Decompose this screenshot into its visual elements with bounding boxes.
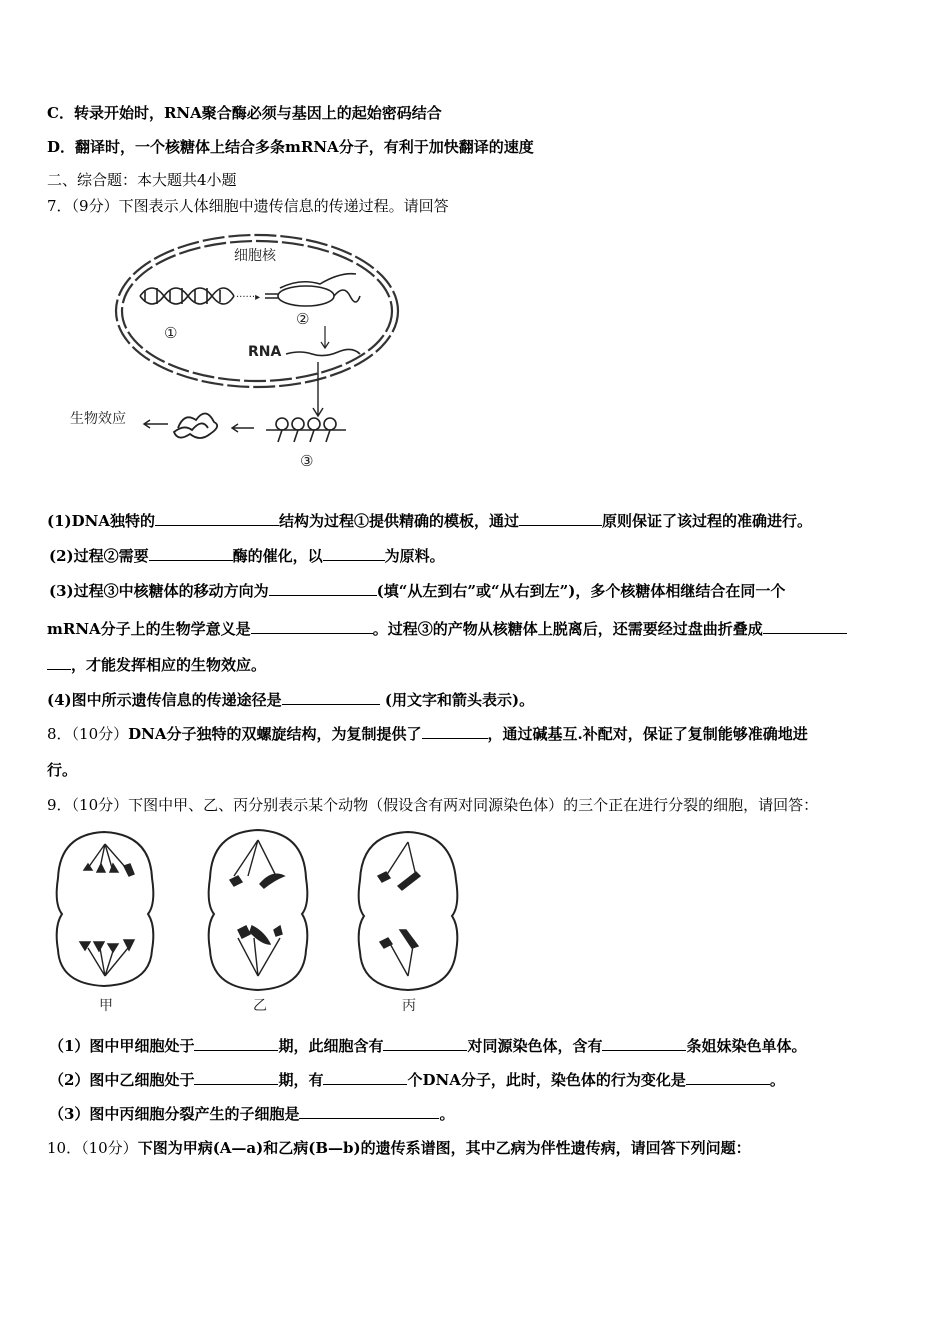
marker-1: ① — [164, 324, 178, 342]
section-heading: 二、综合题：本大题共4小题 — [47, 171, 237, 189]
answer-blank[interactable] — [422, 724, 488, 739]
q7-part2-text-a: (2)过程②需要 — [49, 547, 149, 565]
q7-part1-text-b: 结构为过程①提供精确的模板，通过 — [279, 512, 520, 530]
q9-sub2 — [49, 1070, 785, 1090]
answer-blank[interactable] — [47, 655, 71, 670]
answer-blank[interactable] — [194, 1036, 278, 1051]
label-yi: 乙 — [253, 998, 267, 1014]
cell-yi — [209, 830, 308, 990]
q7-part1-text-a: (1)DNA独特的 — [47, 512, 155, 530]
q9-number: 9． — [47, 796, 72, 814]
q7-part2 — [49, 546, 445, 566]
answer-blank[interactable] — [383, 1036, 467, 1051]
option-d: D．翻译时，一个核糖体上结合多条mRNA分子，有利于加快翻译的速度 — [47, 138, 534, 156]
q8-number: 8． — [47, 725, 72, 743]
q10-score: （10分） — [81, 1139, 138, 1157]
option-c: C．转录开始时，RNA聚合酶必须与基因上的起始密码结合 — [47, 104, 442, 122]
cell-division-figure — [48, 826, 478, 1016]
q8-line2: 行。 — [47, 761, 78, 779]
arrow-down-export — [313, 362, 323, 416]
answer-blank[interactable] — [269, 581, 377, 596]
q9-sub3-text-b: 。 — [439, 1105, 455, 1123]
q10-stem-line — [47, 1138, 751, 1158]
q10-number: 10． — [47, 1139, 82, 1157]
marker-2: ② — [296, 310, 310, 328]
answer-blank[interactable] — [763, 619, 847, 634]
answer-blank[interactable] — [519, 511, 602, 526]
label-jia: 甲 — [99, 998, 113, 1014]
answer-blank[interactable] — [299, 1104, 439, 1119]
q7-part3-text-e: ，才能发挥相应的生物效应。 — [71, 656, 267, 674]
nucleus-label: 细胞核 — [234, 248, 276, 264]
answer-blank[interactable] — [686, 1070, 770, 1085]
cell-yi-membrane — [209, 830, 308, 990]
q7-score: （9分） — [71, 197, 119, 215]
q7-part3-end — [47, 655, 266, 675]
q8-text-b: ，通过碱基互.补配对，保证了复制能够准确地进 — [487, 725, 808, 743]
answer-blank[interactable] — [155, 511, 279, 526]
rna-strand-icon — [286, 349, 360, 355]
cell-jia-chromosomes-bottom — [80, 940, 134, 976]
answer-blank[interactable] — [149, 546, 233, 561]
q9-score: （10分） — [71, 796, 129, 814]
q9-sub2-text-b: 期，有 — [278, 1071, 324, 1089]
q9-sub1-text-b: 期，此细胞含有 — [278, 1037, 384, 1055]
q7-part1 — [47, 511, 812, 531]
q7-part2-text-b: 酶的催化，以 — [232, 547, 323, 565]
marker-3: ③ — [300, 452, 314, 470]
gene-expression-figure — [60, 228, 400, 478]
q9-sub1-text-a: （1）图中甲细胞处于 — [49, 1037, 195, 1055]
cell-bing-membrane — [359, 832, 458, 990]
arrow-1-2: ······▸ — [236, 292, 261, 303]
q9-sub3 — [49, 1104, 454, 1124]
q7-stem: 下图表示人体细胞中遗传信息的传递过程。请回答 — [118, 197, 449, 215]
cell-jia — [57, 832, 154, 986]
dna-helix-icon — [140, 288, 234, 304]
arrow-left-protein — [232, 424, 254, 432]
q7-part3 — [49, 581, 785, 601]
q7-number: 7． — [47, 197, 72, 215]
polysome-icon — [266, 418, 346, 442]
q9-sub3-text-a: （3）图中丙细胞分裂产生的子细胞是 — [49, 1105, 300, 1123]
answer-blank[interactable] — [602, 1036, 686, 1051]
q9-sub2-text-c: 个DNA分子，此时，染色体的行为变化是 — [407, 1071, 686, 1089]
answer-blank[interactable] — [194, 1070, 278, 1085]
arrow-down-rna — [321, 326, 329, 348]
q9-stem-line — [47, 795, 818, 815]
q7-part3-cont — [47, 619, 847, 639]
q9-sub1-text-d: 条姐妹染色单体。 — [686, 1037, 807, 1055]
q7-part3-text-c: mRNA分子上的生物学意义是 — [47, 620, 251, 638]
answer-blank[interactable] — [323, 546, 385, 561]
folded-protein-icon — [174, 413, 217, 438]
effect-label: 生物效应 — [70, 411, 126, 427]
q9-sub1 — [49, 1036, 807, 1056]
cell-jia-membrane — [57, 832, 154, 986]
q7-part4 — [47, 690, 534, 710]
label-bing: 丙 — [402, 998, 416, 1014]
answer-blank[interactable] — [282, 690, 380, 705]
q7-part2-text-c: 为原料。 — [384, 547, 445, 565]
cell-yi-chromosomes — [230, 840, 284, 976]
q10-stem: 下图为甲病(A—a)和乙病(B—b)的遗传系谱图，其中乙病为伴性遗传病，请回答下列问题： — [137, 1139, 751, 1157]
q7-part4-text-a: (4)图中所示遗传信息的传递途径是 — [47, 691, 282, 709]
rna-label: RNA — [248, 344, 282, 360]
q8-score: （10分） — [71, 725, 129, 743]
q7-part1-text-c: 原则保证了该过程的准确进行。 — [602, 512, 813, 530]
q7-part3-text-d: 。过程③的产物从核糖体上脱离后，还需要经过盘曲折叠成 — [372, 620, 763, 638]
q8-text-a: DNA分子独特的双螺旋结构，为复制提供了 — [128, 725, 422, 743]
q7-stem-line — [47, 196, 449, 216]
cell-jia-chromosomes-top — [84, 844, 134, 876]
q8-line1 — [47, 724, 808, 744]
answer-blank[interactable] — [323, 1070, 407, 1085]
q9-sub1-text-c: 对同源染色体，含有 — [467, 1037, 603, 1055]
q9-sub2-text-d: 。 — [769, 1071, 785, 1089]
arrow-left-effect — [144, 420, 168, 428]
answer-blank[interactable] — [251, 619, 373, 634]
q9-sub2-text-a: （2）图中乙细胞处于 — [49, 1071, 195, 1089]
cell-bing — [359, 832, 458, 990]
cell-bing-chromosomes — [378, 842, 420, 976]
q7-part3-text-b: (填“从左到右”或“从右到左”)，多个核糖体相继结合在同一个 — [376, 582, 786, 600]
q9-stem: 下图中甲、乙、丙分别表示某个动物（假设含有两对同源染色体）的三个正在进行分裂的细胞，请回答： — [128, 796, 819, 814]
q7-part3-text-a: (3)过程③中核糖体的移动方向为 — [49, 582, 269, 600]
transcription-bubble-icon — [265, 274, 360, 306]
q7-part4-text-b: (用文字和箭头表示)。 — [384, 691, 535, 709]
